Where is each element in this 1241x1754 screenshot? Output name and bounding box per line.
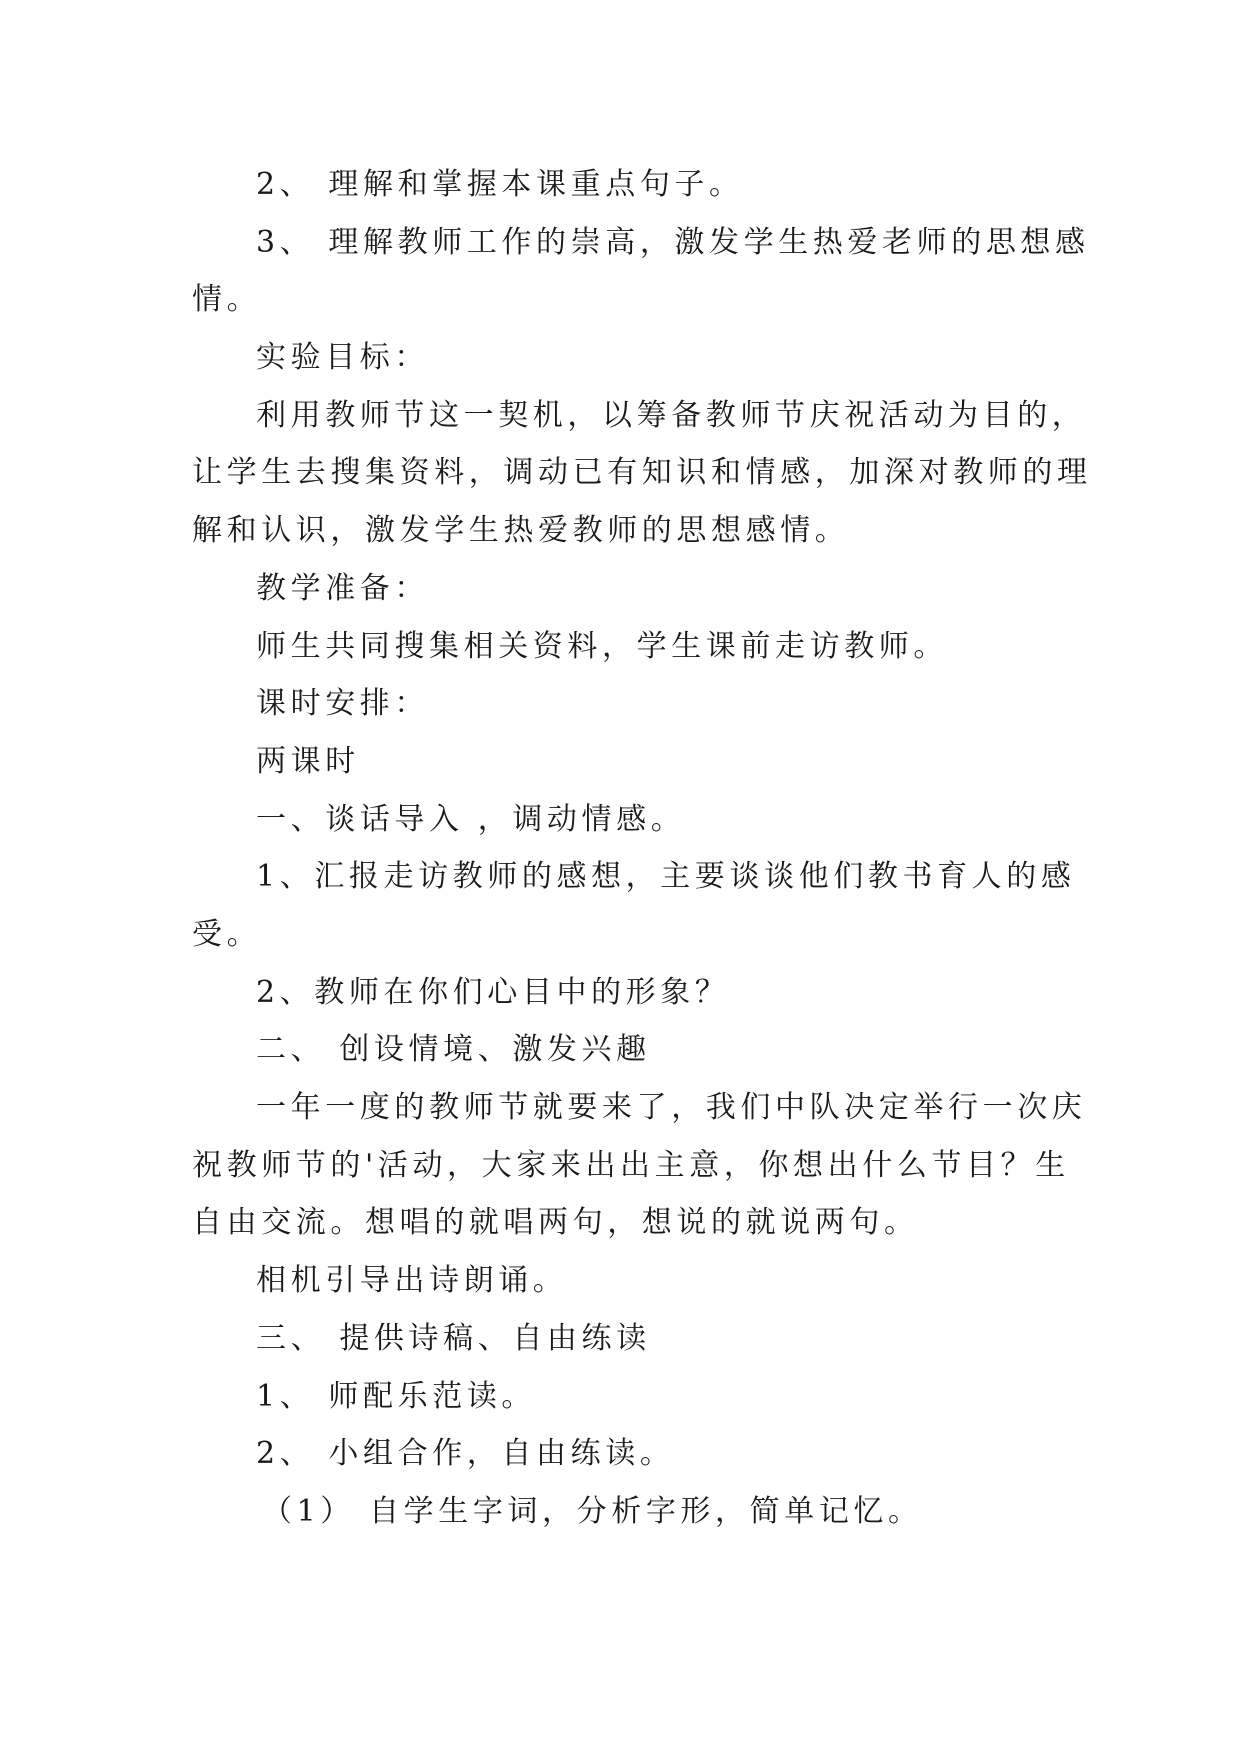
section-heading-preparation: 教学准备： xyxy=(256,571,429,606)
step-item: 1、汇报走访教师的感想，主要谈谈他们教书育人的感 xyxy=(256,859,1076,894)
step-item-continued: 受。 xyxy=(192,917,262,952)
step-item: 2、教师在你们心目中的形象？ xyxy=(256,975,730,1010)
paragraph-line: 自由交流。想唱的就唱两句，想说的就说两句。 xyxy=(192,1205,919,1240)
step-heading-3: 三、 提供诗稿、自由练读 xyxy=(256,1321,651,1356)
goal-item-3-continued: 情。 xyxy=(192,282,262,317)
paragraph-line: 解和认识，激发学生热爱教师的思想感情。 xyxy=(192,513,850,548)
paragraph-line: 两课时 xyxy=(256,744,360,779)
sub-step-item: （1） 自学生字词，分析字形，简单记忆。 xyxy=(262,1494,923,1529)
paragraph-line: 让学生去搜集资料，调动已有知识和情感，加深对教师的理 xyxy=(192,455,1092,490)
section-heading-experiment-goal: 实验目标： xyxy=(256,340,429,375)
paragraph-line: 一年一度的教师节就要来了，我们中队决定举行一次庆 xyxy=(256,1090,1087,1125)
section-heading-schedule: 课时安排： xyxy=(256,686,429,721)
step-item: 1、 师配乐范读。 xyxy=(256,1379,537,1414)
paragraph-line: 相机引导出诗朗诵。 xyxy=(256,1263,568,1298)
paragraph-line: 利用教师节这一契机，以筹备教师节庆祝活动为目的， xyxy=(256,398,1087,433)
step-heading-2: 二、 创设情境、激发兴趣 xyxy=(256,1032,651,1067)
paragraph-line: 师生共同搜集相关资料，学生课前走访教师。 xyxy=(256,629,948,664)
goal-item-2: 2、 理解和掌握本课重点句子。 xyxy=(256,167,744,202)
goal-item-3: 3、 理解教师工作的崇高，激发学生热爱老师的思想感 xyxy=(256,225,1090,260)
step-item: 2、 小组合作，自由练读。 xyxy=(256,1436,675,1471)
step-heading-1: 一、谈话导入 ，调动情感。 xyxy=(256,802,686,837)
paragraph-line: 祝教师节的'活动，大家来出出主意，你想出什么节目？生 xyxy=(192,1148,1070,1183)
